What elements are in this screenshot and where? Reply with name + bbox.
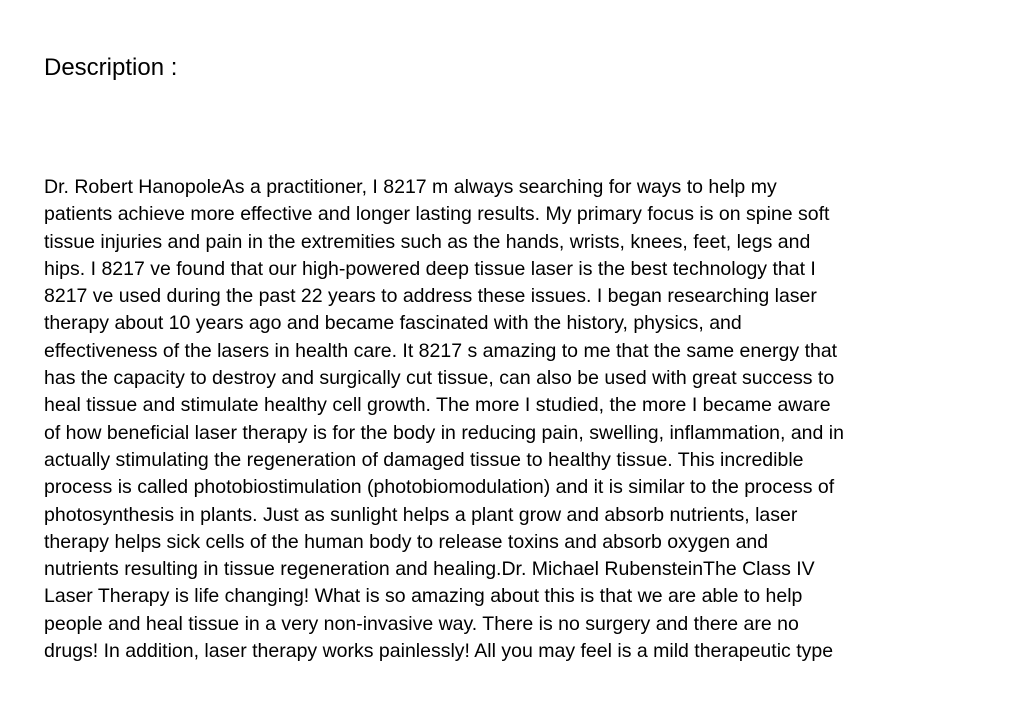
body-line: drugs! In addition, laser therapy works painlessly! All you may feel is a mild therapeutic type [44, 640, 834, 663]
body-line: people and heal tissue in a very non-invasive way. There is no surgery and there are no [44, 612, 799, 635]
body-line: hips. I 8217 ve found that our high-powered deep tissue laser is the best technology that I [44, 257, 816, 280]
body-line: therapy helps sick cells of the human body to release toxins and absorb oxygen and [44, 530, 769, 553]
body-line: Laser Therapy is life changing! What is so amazing about this is that we are able to help [44, 585, 803, 608]
body-line: heal tissue and stimulate healthy cell growth. The more I studied, the more I became aware [44, 394, 831, 417]
body-line: patients achieve more effective and longer lasting results. My primary focus is on spine soft [44, 203, 830, 226]
body-line: therapy about 10 years ago and became fascinated with the history, physics, and [44, 312, 742, 335]
body-line: photosynthesis in plants. Just as sunlight helps a plant grow and absorb nutrients, laser [44, 503, 798, 526]
body-line: Dr. Robert HanopoleAs a practitioner, I 8217 m always searching for ways to help my [44, 176, 777, 198]
body-line: of how beneficial laser therapy is for the body in reducing pain, swelling, inflammation, and in [44, 421, 844, 444]
body-line: nutrients resulting in tissue regeneration and healing.Dr. Michael RubensteinThe Class IV [44, 558, 815, 581]
body-line: effectiveness of the lasers in health care. It 8217 s amazing to me that the same energy that [44, 339, 838, 362]
body-line: has the capacity to destroy and surgically cut tissue, can also be used with great success to [44, 367, 835, 390]
body-line: tissue injuries and pain in the extremities such as the hands, wrists, knees, feet, legs and [44, 230, 811, 253]
body-line: actually stimulating the regeneration of damaged tissue to healthy tissue. This incredible [44, 448, 804, 471]
body-line: process is called photobiostimulation (photobiomodulation) and it is similar to the process of [44, 476, 835, 499]
description-body [44, 174, 1004, 665]
page-heading: Description : [44, 54, 178, 81]
body-line: 8217 ve used during the past 22 years to address these issues. I began researching laser [44, 285, 817, 308]
